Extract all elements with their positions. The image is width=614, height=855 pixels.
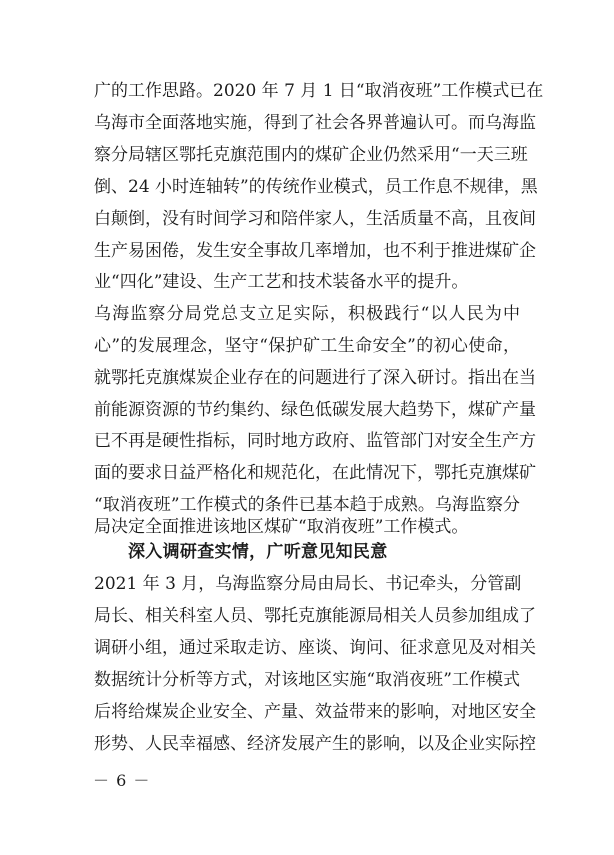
paragraph-2-line-1: 乌海监察分局党总支立足实际，积极践行“以人民为中 (94, 304, 520, 324)
paragraph-1-line-5: 白颠倒，没有时间学习和陪伴家人，生活质量不高，且夜间 (94, 209, 536, 229)
section-heading: 深入调研查实情，广听意见知民意 (128, 542, 388, 562)
paragraph-1-line-3: 察分局辖区鄂托克旗范围内的煤矿企业仍然采用“一天三班 (94, 145, 528, 165)
paragraph-2-line-2: 心”的发展理念，坚守“保护矿工生命安全”的初心使命， (94, 336, 520, 356)
paragraph-2-line-8: 局决定全面推进该地区煤矿“取消夜班”工作模式。 (94, 517, 469, 537)
paragraph-3-line-5: 后将给煤炭企业安全、产量、效益带来的影响，对地区安全 (94, 702, 536, 722)
paragraph-3-line-4: 数据统计分析等方式，对该地区实施“取消夜班”工作模式 (94, 670, 520, 690)
paragraph-2-line-6: 面的要求日益严格化和规范化，在此情况下，鄂托克旗煤矿 (94, 463, 536, 483)
paragraph-1-line-2: 乌海市全面落地实施，得到了社会各界普遍认可。而乌海监 (94, 113, 536, 133)
paragraph-2-line-3: 就鄂托克旗煤炭企业存在的问题进行了深入研讨。指出在当 (94, 368, 536, 388)
paragraph-3-line-3: 调研小组，通过采取走访、座谈、询问、征求意见及对相关 (94, 638, 536, 658)
paragraph-2-line-7: “取消夜班”工作模式的条件已基本趋于成熟。乌海监察分 (94, 495, 520, 515)
paragraph-3-line-2: 局长、相关科室人员、鄂托克旗能源局相关人员参加组成了 (94, 606, 536, 626)
paragraph-3-line-6: 形势、人民幸福感、经济发展产生的影响，以及企业实际控 (94, 734, 536, 754)
paragraph-1-line-7: 业“四化”建设、生产工艺和技术装备水平的提升。 (94, 272, 469, 292)
paragraph-1-line-1: 广的工作思路。2020 年 7 月 1 日“取消夜班”工作模式已在 (94, 81, 544, 101)
paragraph-1-line-6: 生产易困倦，发生安全事故几率增加，也不利于推进煤矿企 (94, 241, 536, 261)
paragraph-2-line-5: 已不再是硬性指标，同时地方政府、监管部门对安全生产方 (94, 431, 536, 451)
paragraph-3-line-1: 2021 年 3 月，乌海监察分局由局长、书记牵头，分管副 (94, 574, 522, 594)
paragraph-2-line-4: 前能源资源的节约集约、绿色低碳发展大趋势下，煤矿产量 (94, 400, 536, 420)
paragraph-1-line-4: 倒、24 小时连轴转”的传统作业模式，员工作息不规律，黑 (94, 177, 538, 197)
page-number: － 6 － (93, 771, 151, 790)
